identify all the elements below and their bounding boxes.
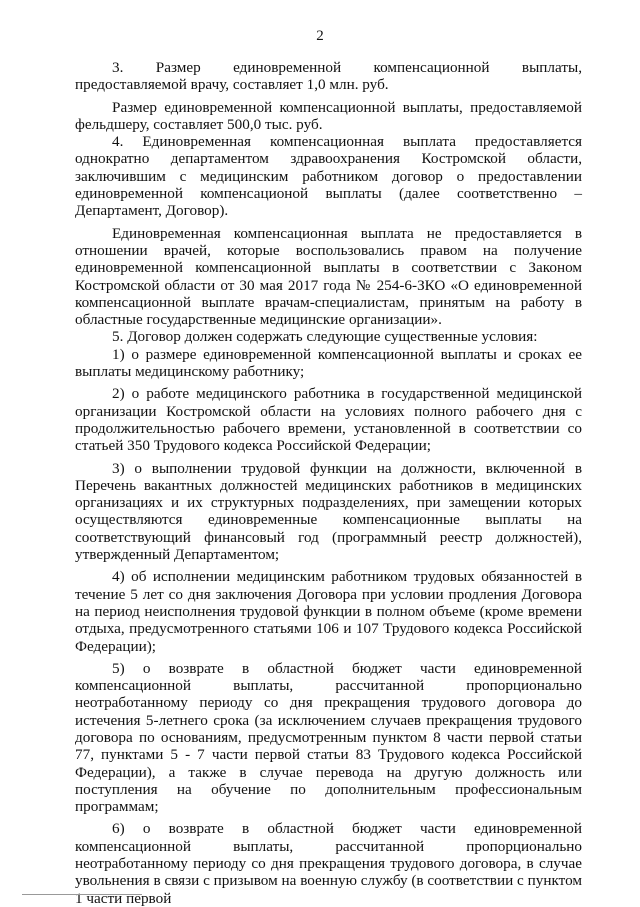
condition-1: 1) о размере единовременной компенсационной выплаты и сроках ее выплаты медицинскому работнику; — [75, 345, 582, 381]
condition-6: 6) о возврате в областной бюджет части единовременной компенсационной выплаты, рассчитанной пропорционально неотработанному периоду со дня прекращения трудового договора, в случае увольнения в связи с призывом на военную службу (в соответствии с пунктом 1 части первой — [75, 820, 582, 907]
page-number: 2 — [316, 28, 324, 44]
document-body — [75, 59, 582, 907]
condition-5: 5) о возврате в областной бюджет части единовременной компенсационной выплаты, рассчитанной пропорционально неотработанному периоду со дня прекращения трудового договора до истечения 5-летнего срока (за исключением случаев прекращения трудового договора по основаниям, предусмотренным пунктом 8 части первой статьи 77, пунктами 5 - 7 части первой статьи 83 Трудового кодекса Российской Федерации), а также в случае перевода на другую должность или поступления на обучение по дополнительным профессиональным программам; — [75, 659, 582, 816]
condition-2: 2) о работе медицинского работника в государственной медицинской организации Костромской области на условиях полного рабочего дня с продолжительностью рабочего времени, установленной в соответствии со статьей 350 Трудового кодекса Российской Федерации; — [75, 385, 582, 455]
paragraph-3: 3. Размер единовременной компенсационной выплаты, предоставляемой врачу, составляет 1,0 млн. руб. — [75, 59, 582, 94]
paragraph-exclusion: Единовременная компенсационная выплата не предоставляется в отношении врачей, которые воспользовались правом на получение единовременной компенсационной выплаты в соответствии с Законом Костромской области от 30 мая 2017 года № 254-6-ЗКО «О единовременной компенсационной выплате врачам-специалистам, принятым на работу в областные государственные медицинские организации». — [75, 224, 582, 329]
paragraph-4: 4. Единовременная компенсационная выплата предоставляется однократно департаментом здравоохранения Костромской области, заключившим с медицинским работником договор о предоставлении единовременной компенсационой выплаты (далее соответственно – Департамент, Договор). — [75, 133, 582, 220]
condition-3: 3) о выполнении трудовой функции на должности, включенной в Перечень вакантных должностей медицинских работников в медицинских организациях и их структурных подразделениях, при замещении которых осуществляются единовременные компенсационные выплаты на соответствующий финансовый год (программный реестр должностей), утвержденный Департаментом; — [75, 459, 582, 564]
condition-4: 4) об исполнении медицинским работником трудовых обязанностей в течение 5 лет со дня заключения Договора при условии продления Договора на период неисполнения трудовой функции в полном объеме (кроме времени отдыха, предусмотренного статьями 106 и 107 Трудового кодекса Российской Федерации); — [75, 568, 582, 655]
paragraph-feldsher: Размер единовременной компенсационной выплаты, предоставляемой фельдшеру, составляет 500,0 тыс. руб. — [75, 98, 582, 133]
footer-rule — [22, 894, 142, 895]
paragraph-5: 5. Договор должен содержать следующие существенные условия: — [112, 328, 538, 346]
